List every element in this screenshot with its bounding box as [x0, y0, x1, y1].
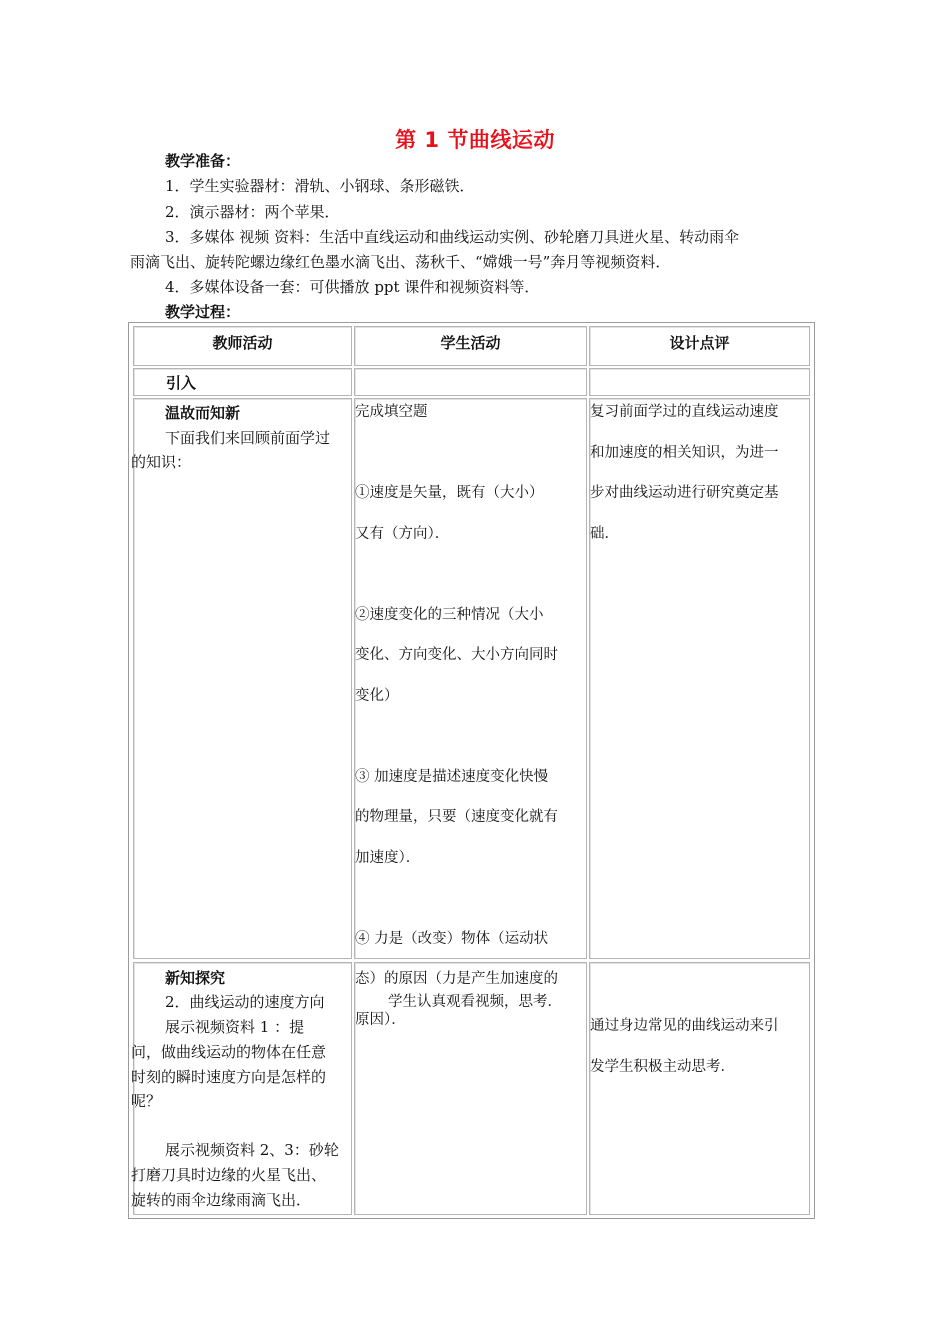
review-student-line: 态）的原因（力是产生加速度的 — [355, 971, 558, 987]
review-student-text — [355, 392, 558, 1040]
explore-teacher-line: 呢？ — [131, 1092, 162, 1110]
explore-teacher-line: 展示视频资料 2、3：砂轮 — [165, 1141, 339, 1159]
review-student-line: 原因）． — [355, 1011, 406, 1028]
review-student-line: ③ 加速度是描述速度变化快慢 — [355, 768, 549, 785]
explore-teacher-heading: 新知探究 — [165, 969, 226, 987]
review-student-line — [355, 433, 558, 474]
explore-teacher-line: 时刻的瞬时速度方向是怎样的 — [131, 1068, 327, 1086]
review-student-line: ④ 力是（改变）物体（运动状 — [355, 930, 549, 947]
intro-label: 引入 — [166, 374, 197, 392]
review-comment-line: 和加速度的相关知识，为进一 — [590, 444, 779, 461]
explore-teacher-line: 打磨刀具时边缘的火星飞出、 — [131, 1166, 327, 1184]
prep-item-4: 4．多媒体设备一套：可供播放 ppt 课件和视频资料等． — [165, 278, 540, 296]
explore-teacher-line: 问，做曲线运动的物体在任意 — [131, 1043, 327, 1061]
prep-item-2: 2．演示器材：两个苹果． — [165, 203, 340, 221]
review-comment-line: 础． — [590, 525, 619, 542]
review-teacher-heading: 温故而知新 — [165, 404, 241, 422]
header-design-comment: 设计点评 — [589, 326, 810, 366]
review-student-line — [355, 554, 558, 595]
review-student-line — [355, 878, 558, 919]
review-comment-line: 步对曲线运动进行研究奠定基 — [590, 485, 779, 501]
review-student-line: ①速度是矢量，既有（大小） — [355, 485, 544, 501]
header-teacher-activity: 教师活动 — [133, 326, 352, 366]
prep-item-3: 3．多媒体 视频 资料：生活中直线运动和曲线运动实例、砂轮磨刀具迸火星、转动雨伞 — [165, 228, 740, 246]
explore-comment-cell — [589, 962, 810, 1215]
prep-item-3-continued: 雨滴飞出、旋转陀螺边缘红色墨水滴飞出、荡秋千、“嫦娥一号”奔月等视频资料． — [130, 253, 671, 271]
review-student-line: 完成填空题 — [355, 404, 428, 420]
review-teacher-line: 下面我们来回顾前面学过 — [165, 429, 331, 447]
explore-teacher-line: 2．曲线运动的速度方向 — [165, 993, 325, 1011]
prep-heading: 教学准备： — [165, 152, 241, 170]
explore-comment-line: 通过身边常见的曲线运动来引 — [590, 1018, 779, 1034]
review-student-line: 的物理量，只要（速度变化就有 — [355, 809, 558, 825]
explore-teacher-line: 展示视频资料 1 ：提 — [165, 1018, 305, 1036]
review-student-line: 加速度）． — [355, 849, 421, 866]
header-student-activity: 学生活动 — [354, 326, 587, 366]
review-teacher-line: 的知识： — [131, 453, 192, 471]
process-heading: 教学过程： — [165, 303, 241, 321]
review-student-line: 变化、方向变化、大小方向同时 — [355, 647, 558, 663]
review-student-line — [355, 716, 558, 757]
explore-teacher-line: 旋转的雨伞边缘雨滴飞出． — [131, 1191, 312, 1209]
explore-comment-text — [590, 1006, 779, 1087]
review-student-line: ②速度变化的三种情况（大小 — [355, 606, 544, 623]
intro-row-teacher-cell — [133, 368, 352, 396]
explore-comment-line: 发学生积极主动思考． — [590, 1058, 735, 1075]
review-teacher-cell — [133, 398, 352, 959]
review-student-line: 又有（方向）． — [355, 525, 450, 542]
review-student-line: 变化） — [355, 687, 399, 704]
explore-student-line: 学生认真观看视频，思考． — [388, 994, 562, 1010]
review-comment-text — [590, 392, 779, 554]
prep-item-1: 1．学生实验器材：滑轨、小钢球、条形磁铁． — [165, 177, 475, 195]
document-title: 第 1 节曲线运动 — [395, 128, 555, 152]
review-comment-line: 复习前面学过的直线运动速度 — [590, 404, 779, 420]
